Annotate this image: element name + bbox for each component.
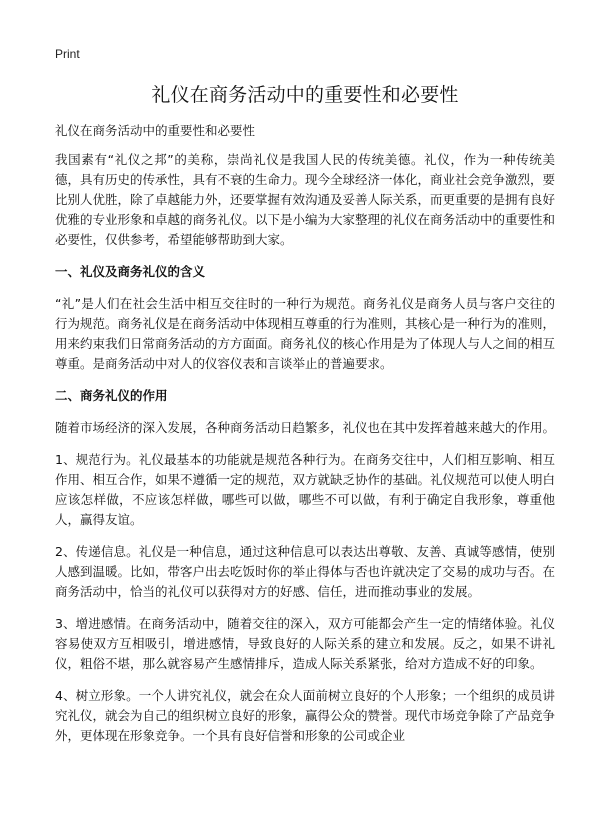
section-1-paragraph: “礼”是人们在社会生活中相互交往时的一种行为规范。商务礼仪是商务人员与客户交往的行为规范。商务礼仪是在商务活动中体现相互尊重的行为准则，其核心是一种行为的准则，用来约束我们日常商务活动的方方面面。商务礼仪的核心作用是为了体现人与人之间的相互尊重。是商务活动中对人的仪容仪表和言谈举止的普遍要求。 <box>55 296 556 371</box>
article-subtitle: 礼仪在商务活动中的重要性和必要性 <box>55 123 256 138</box>
section-heading-2: 二、商务礼仪的作用 <box>55 388 168 403</box>
section-2-item-3: 3、增进感情。在商务活动中，随着交往的深入，双方可能都会产生一定的情绪体验。礼仪容易使双方互相吸引，增进感情，导致良好的人际关系的建立和发展。反之，如果不讲礼仪，粗俗不堪，那么就容易产生感情排斥，造成人际关系紧张，给对方造成不好的印象。 <box>55 616 555 671</box>
section-2-item-4: 4、树立形象。一个人讲究礼仪，就会在众人面前树立良好的个人形象；一个组织的成员讲究礼仪，就会为自己的组织树立良好的形象，赢得公众的赞誉。现代市场竞争除了产品竞争外，更体现在形象竞争。一个具有良好信誉和形象的公司或企业 <box>55 688 556 743</box>
section-heading-1: 一、礼仪及商务礼仪的含义 <box>55 264 206 279</box>
section-2-item-1: 1、规范行为。礼仪最基本的功能就是规范各种行为。在商务交往中，人们相互影响、相互作用、相互合作，如果不遵循一定的规范，双方就缺乏协作的基础。礼仪规范可以使人明白应该怎样做，不应该怎样做，哪些可以做，哪些不可以做，有利于确定自我形象，尊重他人，赢得友谊。 <box>55 452 556 527</box>
article-body <box>55 150 555 758</box>
intro-paragraph: 我国素有“礼仪之邦”的美称，崇尚礼仪是我国人民的传统美德。礼仪，作为一种传统美德，具有历史的传承性，具有不衰的生命力。现今全球经济一体化，商业社会竞争激烈，要比别人优胜，除了卓越能力外，还要掌握有效沟通及妥善人际关系，而更重要的是拥有良好优雅的专业形象和卓越的商务礼仪。以下是小编为大家整理的礼仪在商务活动中的重要性和必要性，仅供参考，希望能够帮助到大家。 <box>55 152 556 247</box>
article-title: 礼仪在商务活动中的重要性和必要性 <box>151 84 459 106</box>
section-2-intro: 随着市场经济的深入发展，各种商务活动日趋繁多，礼仪也在其中发挥着越来越大的作用。 <box>55 420 556 435</box>
print-link[interactable]: Print <box>55 47 80 61</box>
section-2-item-2: 2、传递信息。礼仪是一种信息，通过这种信息可以表达出尊敬、友善、真诚等感情，使别人感到温暖。比如，带客户出去吃饭时你的举止得体与否也许就决定了交易的成功与否。在商务活动中，恰当的礼仪可以获得对方的好感、信任，进而推动事业的发展。 <box>55 544 556 599</box>
